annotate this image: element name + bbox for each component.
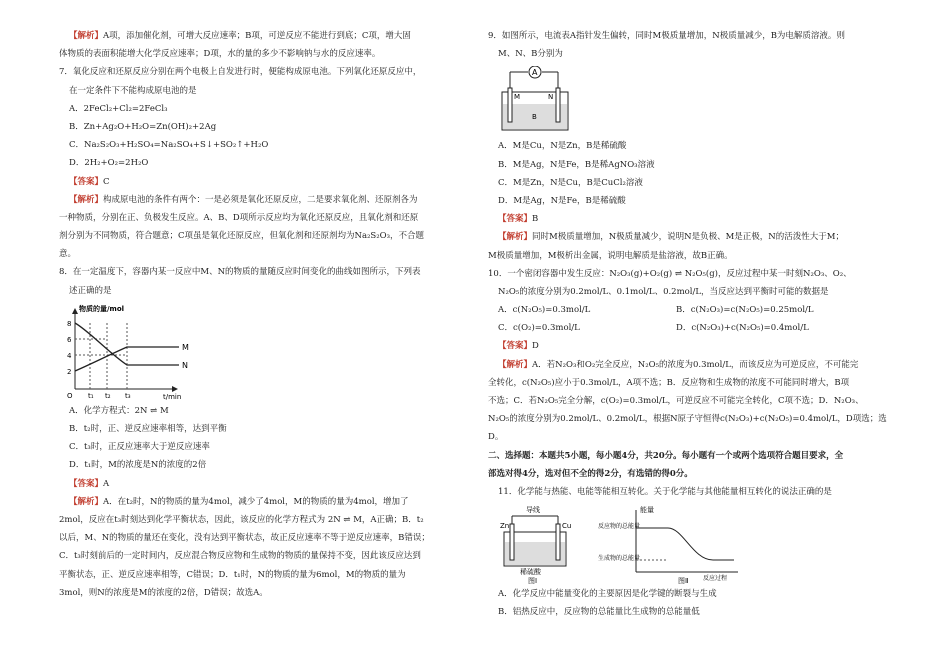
label-m: M [182, 342, 189, 352]
option-7b: B．Zn+Ag₂O+H₂O=Zn(OH)₂+2Ag [69, 121, 217, 132]
answer-value: A [103, 478, 110, 489]
answer-8 [59, 478, 459, 490]
cu-label: Cu [562, 522, 572, 531]
energy-label: 能量 [640, 506, 654, 515]
option-8a: A．化学方程式：2N ⇌ M [69, 405, 169, 416]
text-line: 剂分别为不同物质，符合题意；C项虽是氧化还原反应，但氧化剂和还原剂均为Na₂S₂O₃，不合题 [59, 231, 425, 242]
section-2-heading: 二、选择题：本题共5小题，每小题4分，共20分。每小题有一个或两个选项符合题目要求，全 [488, 450, 844, 461]
explanation-10 [488, 359, 893, 371]
question-8: 8．在一定温度下，容器内某一反应中M、N的物质的量随反应时间变化的曲线如图所示，下列表 [59, 267, 421, 278]
explanation-tag: 【解析】 [69, 194, 104, 205]
figures-svg [498, 504, 798, 584]
reactants-label: 反应物的总能量 [598, 523, 641, 531]
x-axis-label: t/min [163, 392, 182, 401]
option-7a: A．2FeCl₂+Cl₂=2FeCl₃ [69, 103, 168, 114]
question-7: 7．氧化反应和还原反应分别在两个电极上自发进行时，便能构成原电池。下列氧化还原反应中， [59, 67, 422, 78]
fig1-caption: 图Ⅰ [528, 577, 538, 585]
zn-label: Zn [500, 522, 510, 531]
option-8c: C．t₃时，正反应速率大于逆反应速率 [69, 442, 210, 453]
question-9-cont: M、N、B分别为 [498, 49, 563, 60]
explanation-7 [59, 194, 459, 206]
option-9d: D．M是Ag，N是Fe，B是稀硫酸 [498, 195, 626, 206]
text-line: 体物质的表面积能增大化学反应速率；D项，水的量的多少不影响钠与水的反应速率。 [59, 49, 381, 60]
answer-tag: 【答案】 [498, 341, 533, 352]
question-8-cont: 述正确的是 [69, 285, 112, 296]
answer-7 [59, 176, 459, 188]
option-8b: B．t₂时，正、逆反应速率相等，达到平衡 [69, 424, 227, 434]
y-axis-label: 物质的量/mol [79, 304, 125, 313]
text-line: N₂O₅的浓度分别为0.2mol/L、0.2mol/L，根据N原子守恒得c(N₂O₃)+c(N₂O₅)=0.4mol/L，D项选；选 [488, 414, 887, 425]
label-m: M [514, 93, 521, 102]
option-10d: D．c(N₂O₃)+c(N₂O₅)=0.4mol/L [676, 323, 809, 334]
text-line: 意。 [59, 249, 77, 260]
answer-tag: 【答案】 [69, 478, 104, 489]
text-line: D。 [488, 432, 504, 443]
option-11a: A．化学反应中能量变化的主要原因是化学键的断裂与生成 [498, 589, 717, 600]
answer-10 [488, 340, 893, 352]
text-line: 全转化，c(N₂O₅)应小于0.3mol/L，A项不选；B．反应物和生成物的浓度不可能同时增大，B项 [488, 377, 850, 388]
answer-value: D [532, 341, 539, 352]
explanation-8 [59, 496, 459, 508]
explanation-tag: 【解析】 [498, 359, 533, 370]
y-tick-2: 2 [67, 367, 72, 376]
explanation-tag: 【解析】 [69, 496, 104, 507]
text-line: 2mol，反应在t₃时刻达到化学平衡状态，因此，该反应的化学方程式为 2N ⇌ M，A正确；B．t₂ [59, 514, 424, 525]
explanation-tag: 【解析】 [69, 31, 104, 41]
y-tick-4: 4 [67, 351, 72, 360]
option-7d: D．2H₂+O₂=2H₂O [69, 158, 149, 169]
text-line: 3mol，则N的浓度是M的浓度的2倍，D错误；故选A。 [59, 587, 268, 598]
text-line: C．t₃时刻前后的一定时间内，反应混合物反应物和生成物的物质的量保持不变，因此该反应达到 [59, 551, 421, 562]
electrode-cu [556, 524, 560, 560]
electrode-zn [510, 524, 514, 560]
left-column [59, 30, 459, 605]
ammeter-label: A [532, 68, 538, 78]
answer-tag: 【答案】 [498, 214, 533, 225]
x-tick-t1: t₁ [88, 391, 94, 400]
explanation-tag: 【解析】 [498, 232, 533, 243]
option-7c: C．Na₂S₂O₃+H₂SO₄=Na₂SO₄+S↓+SO₂↑+H₂O [69, 140, 269, 151]
question-7-cont: 在一定条件下不能构成原电池的是 [69, 85, 197, 96]
label-n: N [182, 360, 188, 370]
question-10-cont: N₂O₅的浓度分别为0.2mol/L、0.1mol/L、0.2mol/L，当反应达到平衡时可能的数据是 [498, 286, 829, 297]
option-8d: D．t₁时，M的浓度是N的浓度的2倍 [69, 460, 207, 471]
question-10: 10．一个密闭容器中发生反应：N₂O₃(g)+O₂(g) ⇌ N₂O₅(g)，反应过程中某一时刻N₂O₃、O₂、 [488, 268, 852, 279]
right-column [488, 30, 893, 625]
text-line: M极质量增加，M极析出金属，说明电解质是盐溶液，故B正确。 [488, 250, 733, 261]
text: A项，添加催化剂，可增大反应速率；B项，可逆反应不能进行到底；C项，增大固 [103, 31, 411, 41]
x-tick-t2: t₂ [105, 391, 111, 400]
figures-11 [498, 504, 893, 584]
text: 同时M极质量增加，N极质量减少，说明N是负极、M是正极，N的活泼性大于M； [532, 232, 844, 243]
galvanic-cell-figure [498, 66, 893, 136]
text-line: 平衡状态，正、逆反应速率相等，C错误；D．t₁时，N的物质的量为6mol，M的物质的量为 [59, 569, 406, 580]
graph-svg [59, 303, 199, 401]
answer-9 [488, 213, 893, 225]
text: 构成原电池的条件有两个：一是必须是氧化还原反应，二是要求氧化剂、还原剂各为 [103, 194, 418, 205]
answer-value: C [103, 176, 110, 187]
explanation-6 [59, 30, 459, 42]
option-9b: B．M是Ag，N是Fe，B是稀AgNO₃溶液 [498, 159, 655, 170]
wire-label: 导线 [526, 506, 540, 515]
question-9: 9．如图所示，电流表A指针发生偏转，同时M极质量增加，N极质量减少，B为电解质溶液。则 [488, 31, 845, 41]
process-label: 反应过程 [703, 575, 728, 583]
origin-label: O [67, 391, 73, 400]
answer-value: B [532, 214, 539, 225]
options-10-ab [488, 304, 893, 316]
products-label: 生成物的总能量 [598, 555, 641, 563]
y-tick-6: 6 [67, 335, 72, 344]
acid-label: 稀硫酸 [520, 568, 541, 577]
option-9a: A．M是Cu，N是Zn，B是稀硫酸 [498, 141, 627, 152]
label-b: B [532, 113, 537, 122]
text-line: 一种物质，分别在正、负极发生反应。A、B、D项所示反应均为氧化还原反应，且氧化剂和还原 [59, 212, 419, 223]
text-line: 以后，M、N的物质的量还在变化，没有达到平衡状态，故正反应速率不等于逆反应速率，B错误； [59, 533, 430, 544]
options-10-cd [488, 322, 893, 334]
fig2-caption: 图Ⅱ [678, 577, 689, 585]
section-2-heading-cont: 部选对得4分，选对但不全的得2分，有选错的得0分。 [488, 468, 693, 479]
text: A．在t₂时，N的物质的量为4mol，减少了4mol，M的物质的量为4mol，增加了 [103, 496, 409, 507]
energy-curve [668, 528, 734, 560]
text: A．若N₂O₃和O₂完全反应，N₂O₅的浓度为0.3mol/L，而该反应为可逆反应，不可能完 [532, 359, 859, 370]
option-9c: C．M是Zn，N是Cu，B是CuCl₂溶液 [498, 177, 643, 188]
electrode-n [556, 88, 560, 122]
label-n: N [548, 93, 554, 102]
text-line: 不选；C．若N₂O₅完全分解，c(O₂)=0.3mol/L，可逆反应不可能完全转化，C项不选；D．N₂O₃、 [488, 396, 864, 406]
explanation-9 [488, 231, 893, 243]
x-tick-t3: t₃ [125, 391, 131, 400]
amount-time-graph [59, 303, 459, 401]
option-11b: B．铝热反应中，反应物的总能量比生成物的总能量低 [498, 607, 700, 618]
answer-tag: 【答案】 [69, 176, 104, 187]
option-10c: C．c(O₂)=0.3mol/L [498, 323, 580, 334]
option-10a: A．c(N₂O₅)=0.3mol/L [498, 305, 591, 316]
electrode-m [508, 88, 512, 122]
question-11: 11．化学能与热能、电能等能相互转化。关于化学能与其他能量相互转化的说法正确的是 [498, 486, 832, 497]
cell-svg [498, 66, 578, 136]
y-tick-8: 8 [67, 319, 72, 328]
option-10b: B．c(N₂O₃)=c(N₂O₅)=0.25mol/L [676, 305, 814, 316]
